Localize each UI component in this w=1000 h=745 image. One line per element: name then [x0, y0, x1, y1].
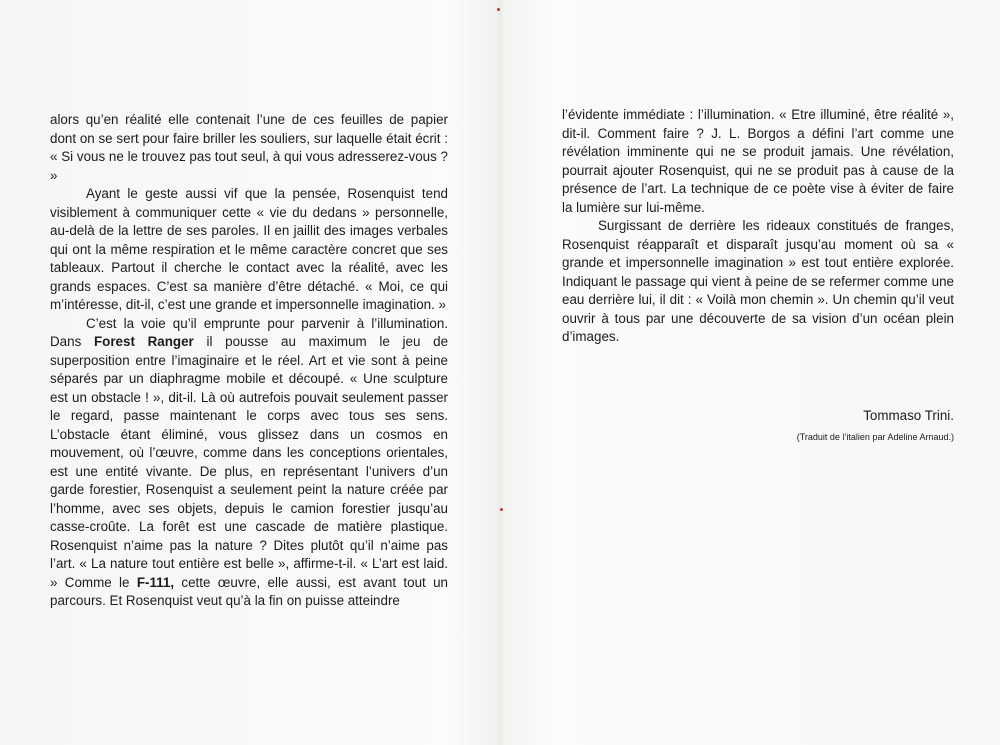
- fold-mark-top: [497, 8, 500, 11]
- paragraph: [50, 111, 448, 185]
- author-signature: Tommaso Trini.: [863, 408, 954, 423]
- text-segment: C’est la voie qu’il emprunte pour parvenir à l’illumination. Dans: [50, 315, 448, 349]
- paragraph: [50, 315, 448, 611]
- fold-mark-middle: [500, 508, 503, 511]
- text-segment: cette œuvre, elle aussi, est avant tout un parcours. Et Rosenquist veut qu’à la fin on puisse atteindre: [50, 574, 448, 608]
- paragraph: [50, 185, 448, 315]
- text-segment: l’évidente immédiate : l’illumination. « Etre illuminé, être réalité », dit-il. Comment faire ? J. L. Borgos a défini l’art comme une révélation imminente qui ne se produit jamais. Une révélation, pourrait ajouter Rosenquist, qui ne se produit pas à cause de la présence de l’art. La technique de ce poète vise à éviter de faire la lumière sur lui-même.: [562, 107, 954, 215]
- right-page: [500, 0, 1000, 745]
- left-page-text-column: [50, 111, 448, 611]
- artwork-title: Forest Ranger: [93, 334, 194, 349]
- text-segment: il pousse au maximum le jeu de superposition entre l’imaginaire et le réel. Art et vie sont à peine séparés par un diaphragme mobile et découpé. « Une sculpture est un obstacle ! », dit-il. Là où autrefois pouvait seulement passer le regard, passe maintenant le corps avec tous ses sens. L’obstacle étant éliminé, vous glissez dans un cosmos en mouvement, où l’œuvre, comme dans les conceptions orientales, est une entité vivante. De plus, en représentant l’univers d’un garde forestier, Rosenquist a seulement peint la nature créée par l’homme, avec ses objets, depuis le camion forestier jusqu’au casse-croûte. La forêt est une cascade de matière plastique. Rosenquist n’aime pas la nature ? Dites plutôt qu’il n’aime pas l’art. « La nature tout entière est belle », affirme-t-il. « L’art est laid. » Comme le: [50, 334, 449, 590]
- text-segment: Ayant le geste aussi vif que la pensée, Rosenquist tend visiblement à communiquer cette « vie du dedans » personnelle, au-delà de la lettre de ses paroles. Il en jaillit des images verbales qui ont la même respiration et le même caractère concret que ses tableaux. Partout il cherche le contact avec la réalité, avec les grands espaces. C’est sa manière d’être détaché. « Moi, ce qui m’intéresse, dit-il, c’est une grande et impersonnelle imagination. »: [50, 186, 448, 312]
- translation-credit: (Traduit de l’italien par Adeline Arnaud.): [796, 432, 954, 442]
- right-page-text-column: [562, 106, 954, 347]
- paragraph: [562, 106, 954, 217]
- paragraph: [562, 217, 954, 347]
- text-segment: Surgissant de derrière les rideaux constitués de franges, Rosenquist réapparaît et disparaît jusqu’au moment où sa « grande et impersonnelle imagination » est tout entière explorée. Indiquant le passage qui vient à peine de se refermer comme une eau derrière lui, il dit : « Voilà mon chemin ». Un chemin qu’il veut ouvrir à tous par une découverte de sa vision d’un océan plein d’images.: [562, 218, 954, 344]
- artwork-title: F-111,: [136, 574, 175, 590]
- text-segment: alors qu’en réalité elle contenait l’une de ces feuilles de papier dont on se sert pour faire briller les souliers, sur laquelle était écrit : « Si vous ne le trouvez pas tout seul, à qui vous adresserez-vous ? »: [50, 112, 448, 183]
